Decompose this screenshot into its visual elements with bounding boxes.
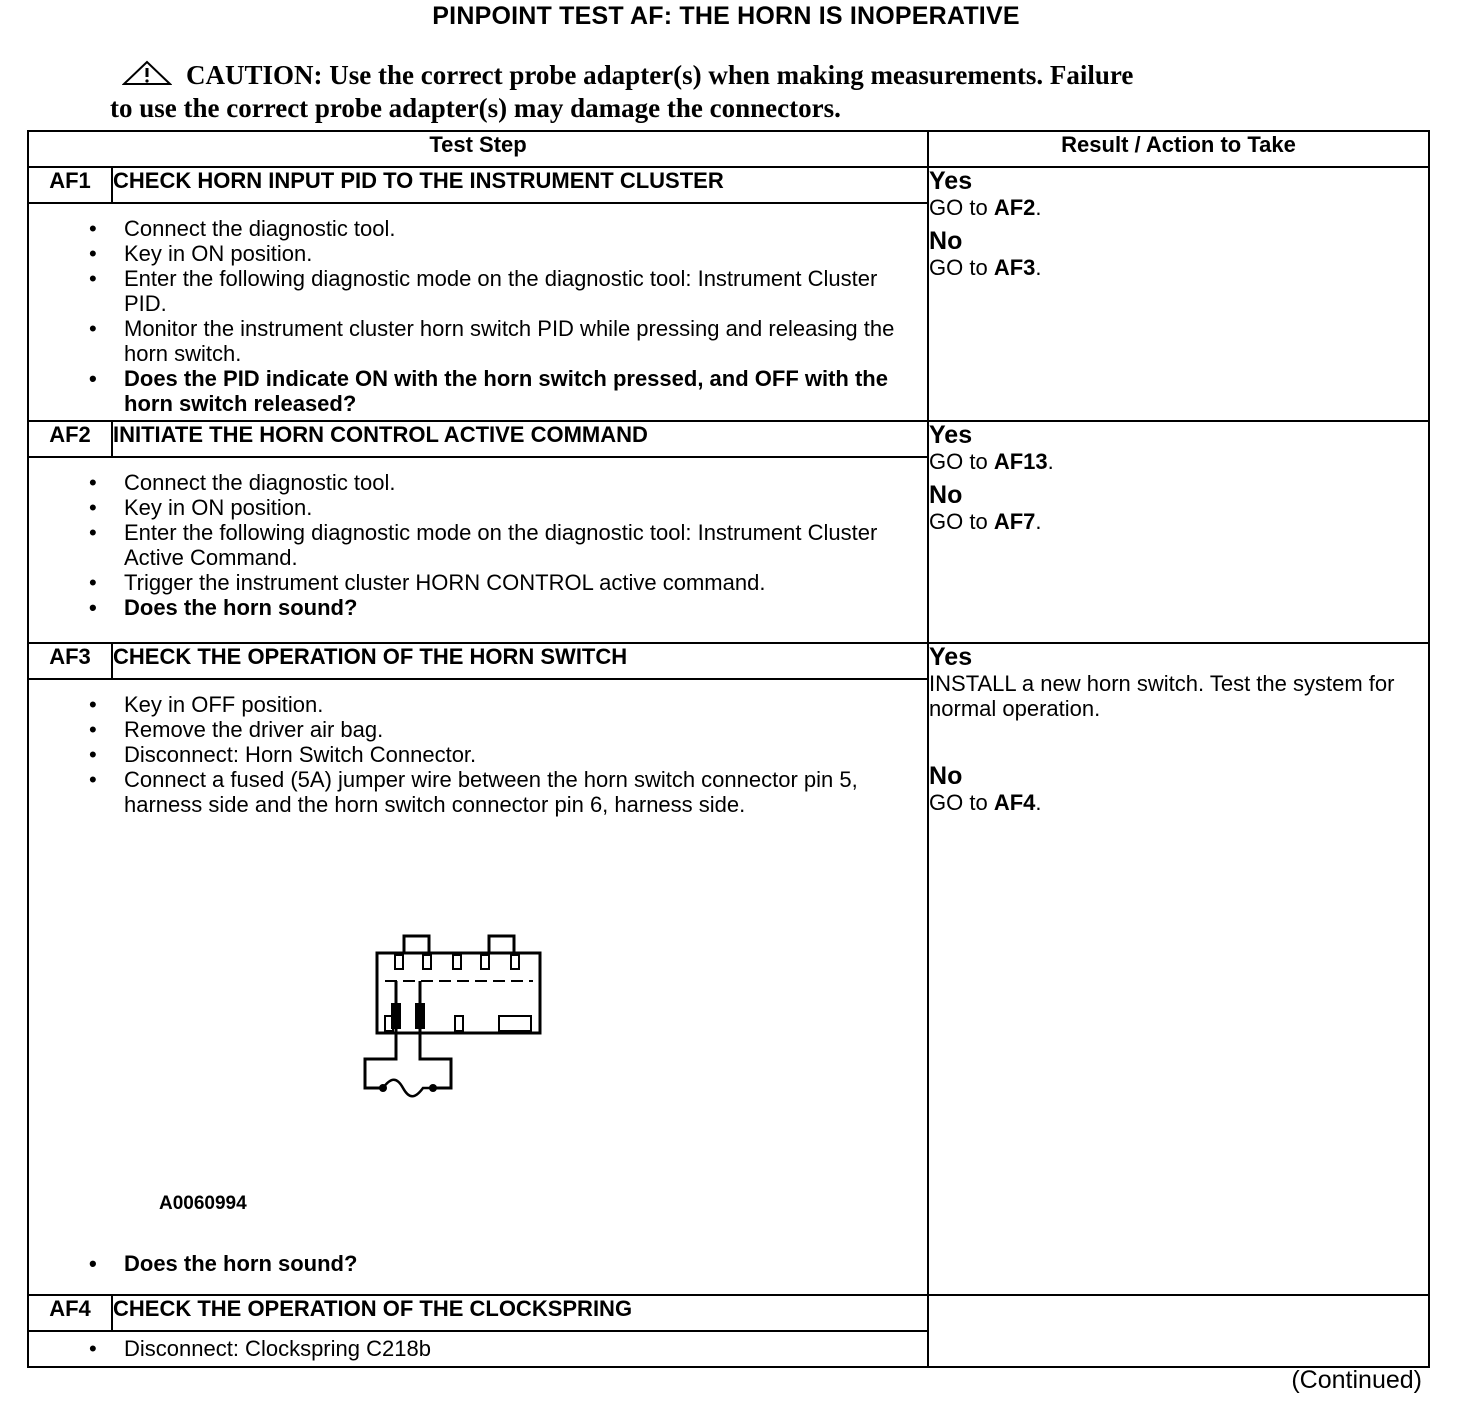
step-id-af1: AF1 (28, 167, 112, 203)
step-bullet: • Key in ON position. (124, 495, 897, 520)
step-bullet: • Enter the following diagnostic mode on the diagnostic tool: Instrument Cluster PID. (124, 266, 897, 316)
result-no-label: No (929, 227, 963, 255)
step-bullet: • Monitor the instrument cluster horn switch PID while pressing and releasing the horn switch. (124, 316, 897, 366)
result-af2 (928, 421, 1429, 643)
step-title-af3: CHECK THE OPERATION OF THE HORN SWITCH (112, 643, 928, 679)
result-yes-label: Yes (929, 167, 973, 195)
result-yes-action: GO to AF2. (929, 195, 1042, 220)
result-yes-action: INSTALL a new horn switch. Test the system for normal operation. (929, 671, 1395, 721)
step-bullet: • Key in OFF position. (124, 692, 897, 717)
result-no-label: No (929, 481, 963, 509)
step-body-af2 (28, 457, 928, 643)
step-bullet: • Key in ON position. (124, 241, 897, 266)
connector-figure (29, 821, 927, 1251)
result-no-action: GO to AF7. (929, 509, 1042, 534)
page-title: PINPOINT TEST AF: THE HORN IS INOPERATIVE (432, 2, 1020, 30)
step-title-af1: CHECK HORN INPUT PID TO THE INSTRUMENT CLUSTER (112, 167, 928, 203)
step-bullet: • Connect the diagnostic tool. (124, 216, 897, 241)
step-question: • Does the horn sound? (124, 595, 897, 620)
step-reference: AF4 (993, 790, 1036, 815)
result-yes-label: Yes (929, 421, 973, 449)
figure-id: A0060994 (159, 1193, 247, 1214)
result-no-action: GO to AF4. (929, 790, 1042, 815)
horn-switch-connector-diagram (359, 931, 589, 1101)
step-bullet: • Enter the following diagnostic mode on the diagnostic tool: Instrument Cluster Active Command. (124, 520, 897, 570)
step-reference: AF2 (993, 195, 1036, 220)
step-reference: AF13 (993, 449, 1048, 474)
caution-note (110, 60, 1310, 124)
result-no-label: No (929, 762, 963, 790)
continued-note: (Continued) (1291, 1366, 1422, 1394)
pinpoint-test-table (27, 130, 1430, 1368)
step-bullet: • Connect the diagnostic tool. (124, 470, 897, 495)
step-body-af3 (28, 679, 928, 1295)
result-no-action: GO to AF3. (929, 255, 1042, 280)
result-af1 (928, 167, 1429, 421)
warning-triangle-icon (122, 60, 172, 93)
step-question: • Does the horn sound? (124, 1251, 897, 1276)
caution-line-1: CAUTION: Use the correct probe adapter(s) when making measurements. Failure (186, 60, 1134, 90)
result-yes-label: Yes (929, 643, 973, 671)
step-reference: AF7 (993, 509, 1036, 534)
header-test-step: Test Step (28, 131, 928, 167)
step-body-af1 (28, 203, 928, 421)
step-id-af4: AF4 (28, 1295, 112, 1331)
step-bullet: • Disconnect: Horn Switch Connector. (124, 742, 897, 767)
step-body-af4 (28, 1331, 928, 1367)
step-bullet: • Disconnect: Clockspring C218b (124, 1336, 897, 1361)
step-title-af2: INITIATE THE HORN CONTROL ACTIVE COMMAND (112, 421, 928, 457)
step-question: • Does the PID indicate ON with the horn switch pressed, and OFF with the horn switch released? (124, 366, 897, 416)
step-id-af2: AF2 (28, 421, 112, 457)
result-yes-action: GO to AF13. (929, 449, 1054, 474)
step-id-af3: AF3 (28, 643, 112, 679)
caution-line-2: to use the correct probe adapter(s) may damage the connectors. (110, 93, 841, 123)
result-af3 (928, 643, 1429, 1295)
header-result-action: Result / Action to Take (928, 131, 1429, 167)
step-bullet: • Remove the driver air bag. (124, 717, 897, 742)
step-reference: AF3 (993, 255, 1036, 280)
step-bullet: • Connect a fused (5A) jumper wire between the horn switch connector pin 5, harness side and the horn switch connector pin 6, harness side. (124, 767, 897, 817)
step-title-af4: CHECK THE OPERATION OF THE CLOCKSPRING (112, 1295, 928, 1331)
step-bullet: • Trigger the instrument cluster HORN CONTROL active command. (124, 570, 897, 595)
result-af4 (928, 1295, 1429, 1367)
